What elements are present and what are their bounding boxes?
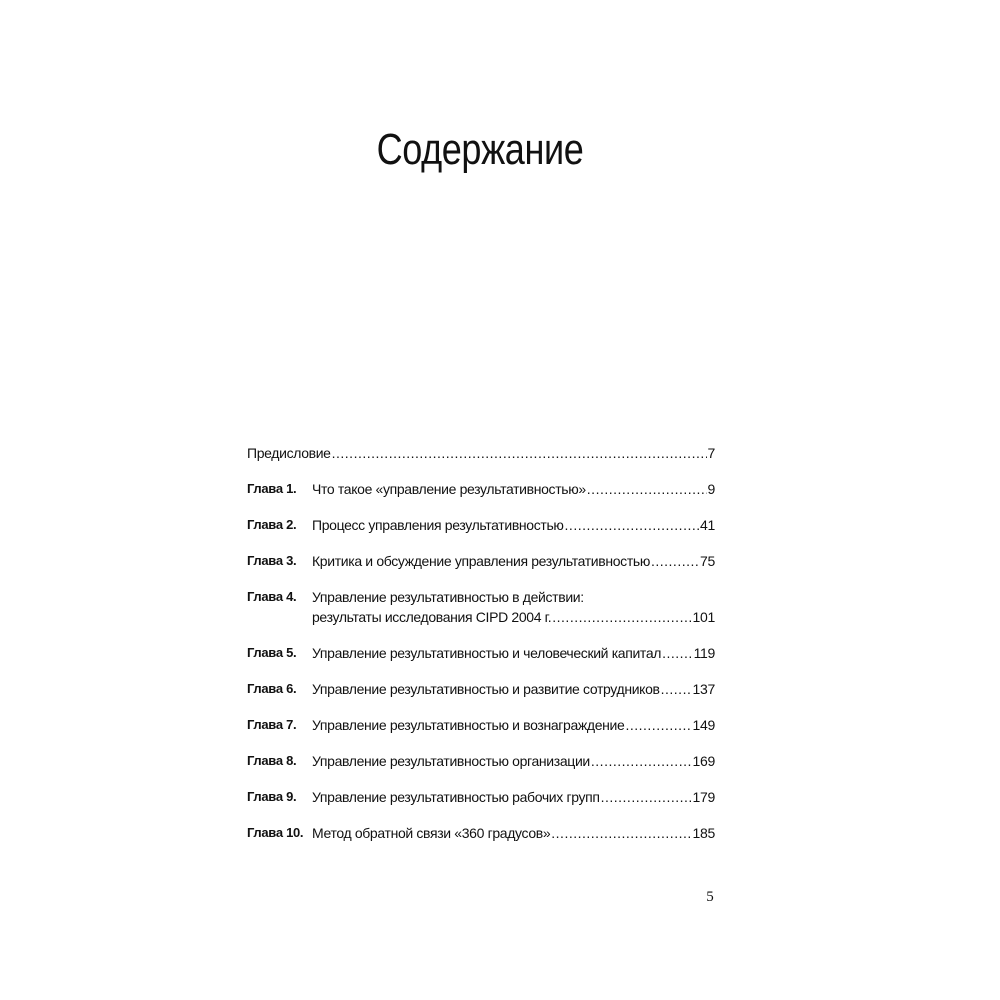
toc-line — [312, 752, 715, 770]
toc-entry-chapter-9 — [247, 788, 715, 806]
toc-entry-chapter-4 — [247, 588, 715, 626]
toc-entry-text: Управление результативностью и развитие сотрудников — [312, 681, 660, 697]
toc-entry-preface — [247, 444, 715, 462]
toc-entry-text: Предисловие — [247, 445, 331, 461]
dot-leader — [625, 716, 691, 734]
toc-entry-body — [312, 788, 715, 806]
table-of-contents — [247, 444, 715, 841]
toc-page-number: 137 — [692, 681, 715, 697]
toc-page-number: 75 — [700, 553, 715, 569]
toc-chapter-label: Глава 10. — [247, 825, 304, 840]
toc-entry-chapter-10 — [247, 824, 715, 842]
toc-line — [247, 444, 715, 462]
toc-line — [312, 480, 715, 498]
toc-entry-chapter-6 — [247, 680, 715, 698]
page-title: Содержание — [376, 125, 584, 174]
dot-leader — [591, 752, 692, 770]
folio-page-number: 5 — [706, 889, 714, 905]
toc-line — [312, 588, 715, 606]
toc-entry-body — [312, 588, 715, 626]
toc-line — [312, 644, 715, 662]
toc-entry-text: результаты исследования CIPD 2004 г. — [312, 609, 552, 625]
toc-line — [312, 824, 715, 842]
dot-leader — [551, 824, 691, 842]
toc-page-number: 41 — [700, 517, 715, 533]
toc-chapter-label: Глава 3. — [247, 553, 297, 568]
toc-entry-text: Управление результативностью рабочих групп — [312, 789, 600, 805]
dot-leader — [587, 480, 707, 498]
toc-entry-chapter-3 — [247, 552, 715, 570]
dot-leader — [332, 444, 707, 462]
toc-entry-text: Управление результативностью и вознаграждение — [312, 717, 625, 733]
toc-entry-body — [312, 824, 715, 842]
toc-entry-body — [312, 752, 715, 770]
toc-entry-chapter-2 — [247, 516, 715, 534]
toc-entry-chapter-7 — [247, 716, 715, 734]
toc-page-number: 149 — [692, 717, 715, 733]
toc-chapter-label: Глава 7. — [247, 717, 297, 732]
toc-entry-text: Процесс управления результативностью — [312, 517, 564, 533]
toc-line — [312, 788, 715, 806]
toc-chapter-label: Глава 2. — [247, 517, 297, 532]
dot-leader — [552, 608, 691, 626]
toc-chapter-label: Глава 1. — [247, 481, 297, 496]
dot-leader — [662, 644, 693, 662]
toc-page-number: 179 — [692, 789, 715, 805]
toc-page-number: 9 — [707, 481, 715, 497]
toc-entry-text: Метод обратной связи «360 градусов» — [312, 825, 551, 841]
toc-page-number: 185 — [692, 825, 715, 841]
toc-chapter-label: Глава 8. — [247, 753, 297, 768]
toc-entry-text: Управление результативностью организации — [312, 753, 590, 769]
toc-chapter-label: Глава 9. — [247, 789, 297, 804]
toc-entry-body — [312, 480, 715, 498]
toc-entry-text: Управление результативностью в действии: — [312, 589, 584, 605]
toc-entry-body — [312, 716, 715, 734]
toc-line — [312, 516, 715, 534]
toc-entry-chapter-1 — [247, 480, 715, 498]
toc-entry-text: Что такое «управление результативностью» — [312, 481, 586, 497]
dot-leader — [565, 516, 699, 534]
toc-chapter-label: Глава 6. — [247, 681, 297, 696]
toc-entry-body — [312, 644, 715, 662]
toc-page-number: 7 — [707, 445, 715, 461]
dot-leader — [661, 680, 692, 698]
toc-page-number: 169 — [692, 753, 715, 769]
dot-leader — [601, 788, 692, 806]
toc-line — [312, 608, 715, 626]
toc-line — [312, 716, 715, 734]
toc-entry-body — [312, 516, 715, 534]
toc-entry-text: Критика и обсуждение управления результативностью — [312, 553, 650, 569]
toc-entry-chapter-5 — [247, 644, 715, 662]
dot-leader — [651, 552, 699, 570]
toc-page-number: 119 — [693, 645, 715, 661]
toc-entry-chapter-8 — [247, 752, 715, 770]
toc-entry-body — [312, 680, 715, 698]
toc-line — [312, 552, 715, 570]
toc-chapter-label: Глава 4. — [247, 589, 297, 604]
toc-entry-body — [312, 552, 715, 570]
toc-page-number: 101 — [692, 609, 715, 625]
toc-entry-body — [247, 444, 715, 462]
toc-entry-text: Управление результативностью и человеческий капитал — [312, 645, 662, 661]
toc-chapter-label: Глава 5. — [247, 645, 297, 660]
toc-line — [312, 680, 715, 698]
